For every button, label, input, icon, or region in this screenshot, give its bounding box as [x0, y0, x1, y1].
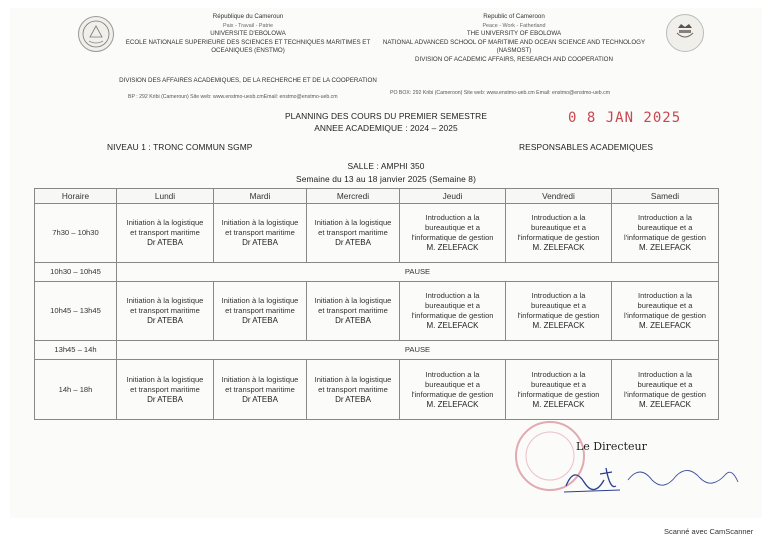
course-title-line: Initiation à la logistique — [221, 296, 299, 305]
course-cell — [117, 204, 214, 263]
teacher-name: M. ZELEFACK — [638, 399, 691, 409]
course-title-line: bureautique et a — [531, 379, 586, 389]
course-cell — [400, 360, 506, 420]
pause-row — [35, 341, 719, 360]
school-en-line1: NATIONAL ADVANCED SCHOOL OF MARITIME AND OCEAN SCIENCE AND TECHNOLOGY — [382, 38, 646, 46]
emblem-icon — [79, 17, 113, 51]
course-title-line: Introduction a la — [425, 291, 480, 300]
teacher-name: M. ZELEFACK — [532, 399, 585, 409]
university-en: THE UNIVERSITY OF EBOLOWA — [466, 30, 562, 38]
time-slot: 7h30 – 10h30 — [35, 204, 117, 263]
course-title-line: bureautique et a — [425, 223, 480, 232]
course-cell — [506, 360, 612, 420]
course-title-line: bureautique et a — [637, 301, 693, 310]
teacher-name: M. ZELEFACK — [638, 321, 691, 330]
course-title-line: et transport maritime — [318, 306, 388, 315]
course-cell — [214, 204, 307, 263]
col-jeudi: Jeudi — [400, 189, 506, 204]
course-title-line: et transport maritime — [225, 384, 295, 394]
course-title-line: bureautique et a — [531, 223, 586, 232]
pause-label: PAUSE — [117, 341, 719, 360]
course-title-line: Initiation à la logistique — [126, 296, 204, 305]
course-cell — [117, 282, 214, 341]
course-title-line: bureautique et a — [425, 301, 480, 310]
course-title-line: Initiation à la logistique — [221, 218, 299, 227]
course-cell — [506, 204, 612, 263]
course-cell — [400, 204, 506, 263]
course-title-line: Introduction a la — [531, 213, 586, 222]
course-title-line: l'informatique de gestion — [517, 311, 600, 320]
course-title-line: et transport maritime — [225, 306, 295, 315]
course-title-line: Initiation à la logistique — [314, 218, 392, 227]
table-row — [35, 204, 719, 263]
course-cell — [307, 204, 400, 263]
col-vendredi: Vendredi — [506, 189, 612, 204]
course-title-line: l'informatique de gestion — [623, 311, 707, 320]
course-title-line: Introduction a la — [531, 369, 586, 379]
course-title-line: et transport maritime — [318, 384, 388, 394]
division-en: DIVISION OF ACADEMIC AFFAIRS, RESEARCH AND COOPERATION — [415, 55, 613, 63]
course-title-line: Initiation à la logistique — [126, 374, 204, 384]
responsables-label: RESPONSABLES ACADEMIQUES — [519, 142, 654, 152]
teacher-name: M. ZELEFACK — [426, 399, 479, 409]
course-title-line: et transport maritime — [318, 228, 388, 237]
teacher-name: Dr ATEBA — [242, 316, 278, 325]
teacher-name: Dr ATEBA — [335, 238, 371, 247]
course-title-line: et transport maritime — [225, 228, 295, 237]
country-en: Republic of Cameroon — [483, 13, 545, 20]
course-title-line: l'informatique de gestion — [411, 311, 494, 320]
col-mardi: Mardi — [214, 189, 307, 204]
course-title-line: Initiation à la logistique — [126, 218, 204, 227]
crest-icon — [667, 15, 703, 51]
pause-label: PAUSE — [117, 263, 719, 282]
country-fr: République du Cameroun — [212, 13, 284, 20]
time-slot: 14h – 18h — [35, 360, 117, 420]
course-title-line: l'informatique de gestion — [517, 233, 600, 242]
course-cell — [612, 282, 719, 341]
teacher-name: Dr ATEBA — [147, 316, 183, 325]
course-cell — [612, 360, 719, 420]
university-logo-left — [78, 16, 114, 52]
course-cell — [117, 360, 214, 420]
pause-row — [35, 263, 719, 282]
course-title-line: et transport maritime — [130, 228, 200, 237]
course-cell — [612, 204, 719, 263]
col-lundi: Lundi — [117, 189, 214, 204]
university-fr: UNIVERSITE D'EBOLOWA — [210, 30, 286, 38]
course-title-line: bureautique et a — [637, 223, 693, 232]
contact-fr: BP : 292 Kribi (Cameroun) Site web: www.enstmo-uesb.cmEmail: enstmo@enstmo-ueb.cm — [128, 94, 338, 100]
course-title-line: l'informatique de gestion — [517, 389, 600, 399]
course-title-line: Introduction a la — [637, 291, 693, 300]
school-en-line2: (NASMOST) — [496, 47, 532, 55]
week-label: Semaine du 13 au 18 janvier 2025 (Semaine 8) — [296, 174, 476, 184]
time-slot: 10h45 – 13h45 — [35, 282, 117, 341]
level-label: NIVEAU 1 : TRONC COMMUN SGMP — [107, 142, 253, 152]
teacher-name: M. ZELEFACK — [532, 243, 585, 252]
course-title-line: l'informatique de gestion — [411, 389, 494, 399]
motto-fr: Paix - Travail - Patrie — [222, 22, 274, 29]
teacher-name: Dr ATEBA — [335, 316, 371, 325]
course-title-line: et transport maritime — [130, 306, 200, 315]
contact-en: PO BOX: 292 Kribi (Cameroon) Site web: www.enstmo-ueb.cm Email: enstmo@enstmo-ueb.cm — [390, 90, 611, 96]
course-title-line: Introduction a la — [637, 369, 693, 379]
teacher-name: Dr ATEBA — [242, 394, 278, 404]
header-right — [378, 13, 650, 65]
course-cell — [400, 282, 506, 341]
school-fr-line1: ECOLE NATIONALE SUPERIEURE DES SCIENCES ET TECHNIQUES MARITIMES ET — [125, 38, 371, 46]
course-cell — [214, 282, 307, 341]
course-title-line: l'informatique de gestion — [623, 233, 707, 242]
time-slot: 10h30 – 10h45 — [35, 263, 117, 282]
date-stamp: 0 8 JAN 2025 — [568, 110, 682, 126]
teacher-name: Dr ATEBA — [147, 238, 183, 247]
teacher-name: M. ZELEFACK — [426, 321, 479, 330]
director-signature — [560, 456, 746, 500]
col-samedi: Samedi — [612, 189, 719, 204]
course-cell — [506, 282, 612, 341]
teacher-name: Dr ATEBA — [147, 394, 183, 404]
course-title-line: Introduction a la — [637, 213, 693, 222]
teacher-name: M. ZELEFACK — [532, 321, 585, 330]
header-left — [118, 13, 378, 56]
table-row — [35, 282, 719, 341]
schedule-table — [34, 188, 719, 420]
course-title-line: Initiation à la logistique — [314, 374, 392, 384]
teacher-name: M. ZELEFACK — [426, 243, 479, 252]
course-title-line: bureautique et a — [531, 301, 586, 310]
course-title-line: Initiation à la logistique — [314, 296, 392, 305]
teacher-name: Dr ATEBA — [242, 238, 278, 247]
school-fr-line2: OCEANIQUES (ENSTMO) — [211, 47, 285, 55]
course-title-line: bureautique et a — [425, 379, 480, 389]
director-label: Le Directeur — [576, 440, 647, 453]
time-slot: 13h45 – 14h — [35, 341, 117, 360]
col-horaire: Horaire — [35, 189, 117, 204]
camscanner-watermark: Scanné avec CamScanner — [664, 527, 754, 536]
course-cell — [214, 360, 307, 420]
teacher-name: M. ZELEFACK — [638, 243, 691, 252]
table-header-row — [35, 189, 719, 204]
title-line2: ANNEE ACADEMIQUE : 2024 – 2025 — [314, 123, 458, 133]
course-title-line: Introduction a la — [425, 369, 480, 379]
course-title-line: Introduction a la — [425, 213, 480, 222]
course-title-line: Initiation à la logistique — [221, 374, 299, 384]
course-title-line: l'informatique de gestion — [411, 233, 494, 242]
division-fr: DIVISION DES AFFAIRES ACADEMIQUES, DE LA RECHERCHE ET DE LA COOPERATION — [119, 77, 377, 84]
course-title-line: et transport maritime — [130, 384, 200, 394]
course-title-line: bureautique et a — [637, 379, 693, 389]
course-cell — [307, 360, 400, 420]
course-cell — [307, 282, 400, 341]
course-title-line: l'informatique de gestion — [623, 389, 707, 399]
teacher-name: Dr ATEBA — [335, 394, 371, 404]
room-label: SALLE : AMPHI 350 — [347, 161, 425, 171]
table-row — [35, 360, 719, 420]
col-mercredi: Mercredi — [307, 189, 400, 204]
motto-en: Peace - Work - Fatherland — [482, 22, 546, 29]
university-logo-right — [666, 14, 704, 52]
course-title-line: Introduction a la — [531, 291, 586, 300]
title-line1: PLANNING DES COURS DU PREMIER SEMESTRE — [284, 111, 488, 121]
